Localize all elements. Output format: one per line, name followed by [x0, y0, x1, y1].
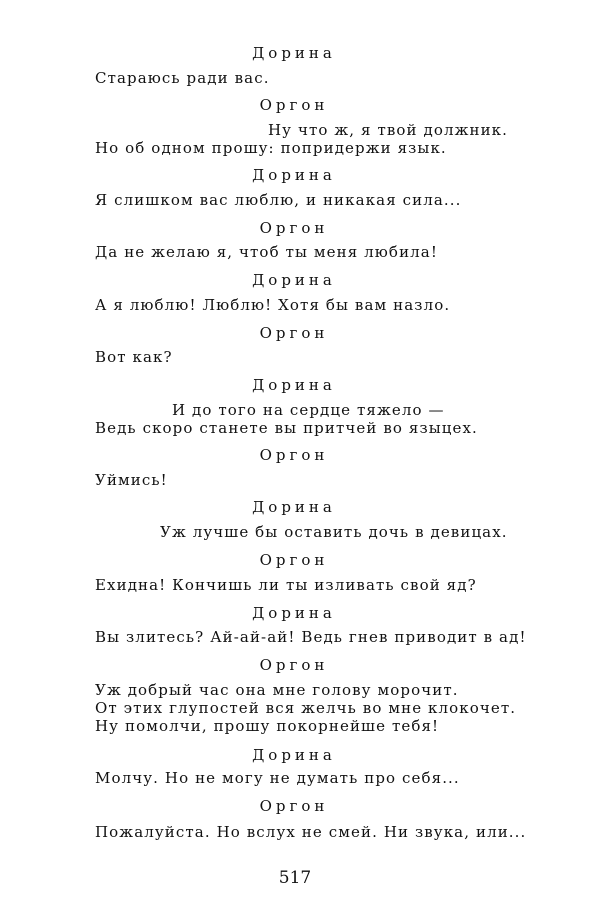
speaker-name: Дорина [252, 604, 336, 622]
speaker-name: Оргон [259, 324, 329, 342]
dialogue-line: Да не желаю я, чтоб ты меня любила! [95, 243, 438, 261]
speaker-name: Дорина [252, 44, 336, 62]
dialogue-line: Стараюсь ради вас. [95, 69, 270, 87]
speaker-name: Дорина [252, 746, 336, 764]
dialogue-line: Ну помолчи, прошу покорнейше тебя! [95, 717, 440, 735]
dialogue-line: Я слишком вас люблю, и никакая сила... [95, 191, 462, 209]
speaker-name: Оргон [259, 797, 329, 815]
dialogue-line: Пожалуйста. Но вслух не смей. Ни звука, или... [95, 823, 527, 841]
dialogue-line: Ну что ж, я твой должник. [268, 121, 509, 139]
dialogue-line: Но об одном прошу: попридержи язык. [95, 139, 447, 157]
dialogue-line: Уймись! [95, 471, 168, 489]
page-number: 517 [278, 868, 312, 888]
dialogue-line: Вот как? [95, 348, 173, 366]
dialogue-line: Уж добрый час она мне голову морочит. [95, 681, 459, 699]
speaker-name: Оргон [259, 656, 329, 674]
dialogue-line: И до того на сердце тяжело — [172, 401, 445, 419]
dialogue-line: От этих глупостей вся желчь во мне клокочет. [95, 699, 517, 717]
speaker-name: Оргон [259, 219, 329, 237]
speaker-name: Оргон [259, 446, 329, 464]
speaker-name: Оргон [259, 551, 329, 569]
dialogue-line: Ведь скоро станете вы притчей во языцех. [95, 419, 478, 437]
dialogue-line: А я люблю! Люблю! Хотя бы вам назло. [95, 296, 451, 314]
dialogue-line: Молчу. Но не могу не думать про себя... [95, 769, 460, 787]
dialogue-line: Вы злитесь? Ай-ай-ай! Ведь гнев приводит в ад! [95, 628, 527, 646]
speaker-name: Дорина [252, 166, 336, 184]
dialogue-line: Ехидна! Кончишь ли ты изливать свой яд? [95, 576, 477, 594]
speaker-name: Дорина [252, 498, 336, 516]
dialogue-line: Уж лучше бы оставить дочь в девицах. [160, 523, 508, 541]
speaker-name: Дорина [252, 271, 336, 289]
speaker-name: Оргон [259, 96, 329, 114]
speaker-name: Дорина [252, 376, 336, 394]
